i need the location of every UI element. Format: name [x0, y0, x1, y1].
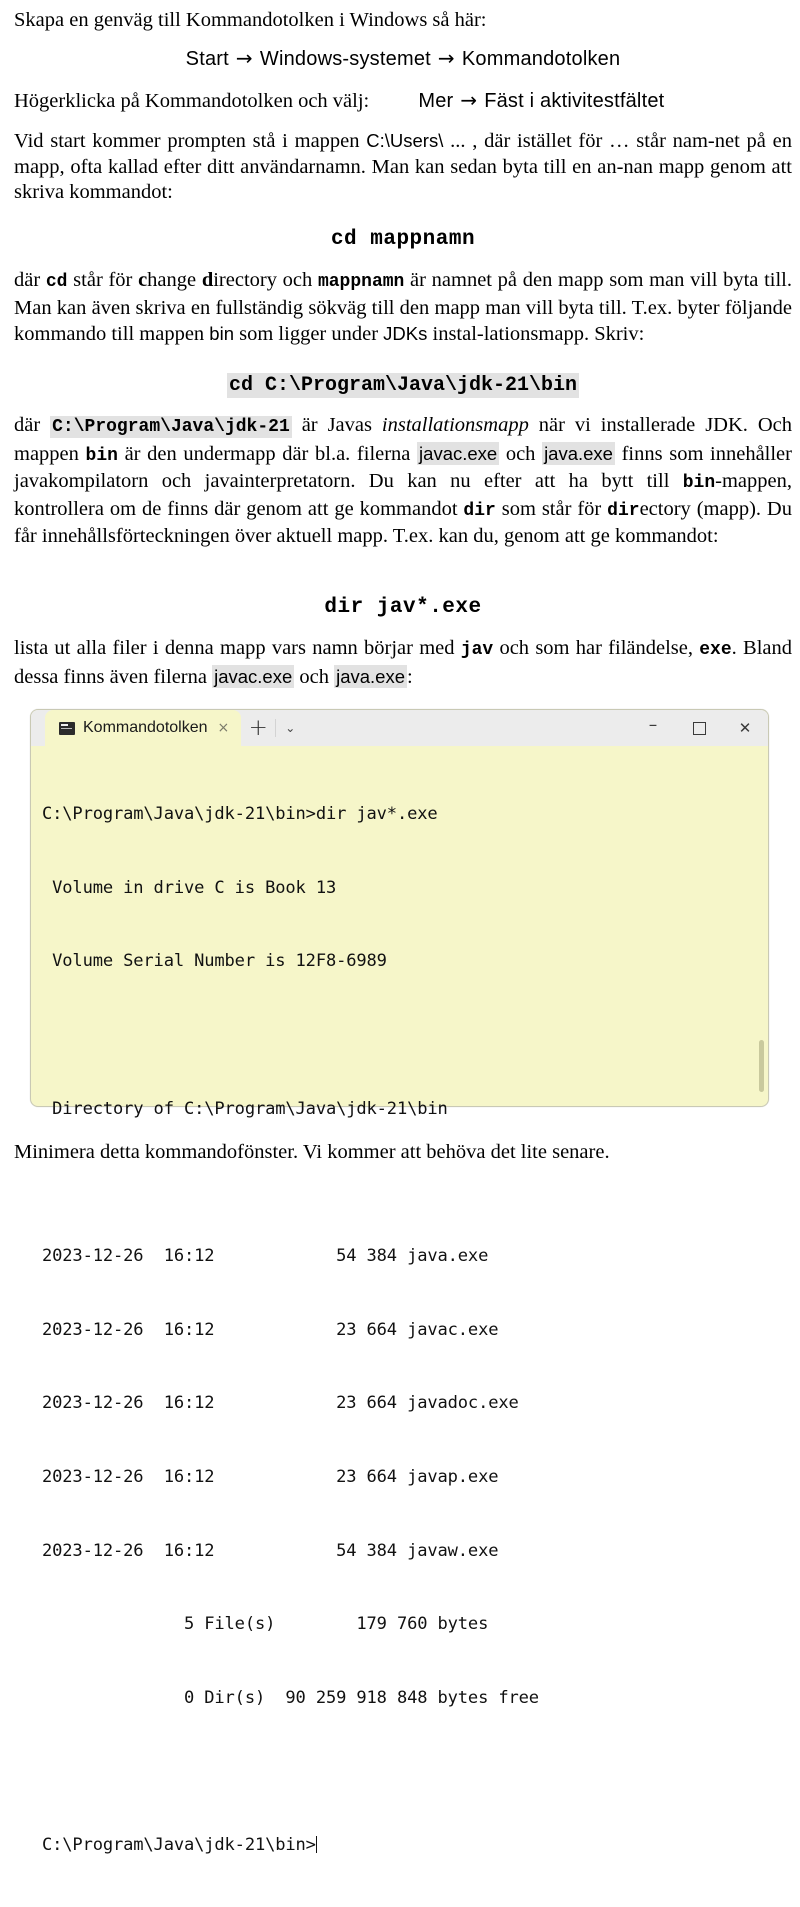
nav2-step2: Fäst i aktivitestfältet — [484, 90, 665, 112]
pcd-1: där — [14, 269, 46, 291]
pcd-7: instal-lationsmapp. Skriv: — [427, 323, 645, 345]
nav1-step1: Start — [185, 48, 229, 70]
command-dir — [14, 596, 792, 619]
nav1-step3: Kommandotolken — [461, 48, 621, 70]
terminal-scrollbar-track[interactable] — [759, 750, 764, 1100]
paragraph-list-files — [14, 636, 792, 690]
pjdk-5: och — [499, 442, 543, 465]
window-controls — [630, 710, 768, 746]
pcd-2: står för — [67, 269, 139, 291]
letter-c: c — [138, 269, 148, 291]
terminal-titlebar[interactable] — [31, 710, 768, 746]
pjdk-9: ectory (mapp). Du får innehållsförteckningen över aktuell mapp. T.ex. kan du, genom att ge kommandot: — [14, 497, 792, 547]
pcd-4: irectory och — [213, 269, 318, 291]
terminal-line — [42, 1023, 768, 1048]
pjdk-1: där — [14, 414, 51, 436]
command-cd — [14, 228, 792, 251]
terminal-line: 2023-12-26 16:12 23 664 javac.exe — [42, 1319, 499, 1340]
code-mappnamn: mappnamn — [317, 272, 405, 292]
closing-line — [14, 1140, 792, 1166]
terminal-output[interactable] — [31, 746, 768, 1907]
close-window-button[interactable]: ✕ — [738, 719, 752, 737]
nav1-step2: Windows-systemet — [259, 48, 431, 70]
arrow-icon: → — [437, 46, 455, 70]
pjdk-2: är Javas — [291, 414, 382, 436]
file-javac-exe: javac.exe — [419, 442, 498, 464]
code-cd: cd — [45, 272, 68, 292]
intro-line — [14, 8, 792, 34]
pend-1: lista ut alla filer i denna mapp vars namn börjar med — [14, 637, 461, 659]
terminal-line: 2023-12-26 16:12 23 664 javap.exe — [42, 1466, 499, 1487]
paragraph-jdk-explain — [14, 413, 792, 550]
terminal-line: 2023-12-26 16:12 23 664 javadoc.exe — [42, 1393, 519, 1414]
code-bin: bin — [209, 323, 234, 344]
pend-4: och — [294, 665, 335, 688]
pjdk-8: som står för — [495, 497, 608, 520]
code-jdks: JDKs — [383, 323, 428, 344]
maximize-button[interactable] — [676, 710, 722, 746]
file-javac-exe-2: javac.exe — [214, 665, 293, 687]
nav-path-1 — [14, 46, 792, 71]
para-start-b: ... , där istället för … står nam-net på en mapp, ofta kallad efter ditt användarnamn. Man kan sedan byta till en an-nan mapp genom att skriva kommandot: — [14, 130, 792, 203]
tab-title: Kommandotolken — [83, 719, 208, 736]
text-cursor — [316, 1836, 318, 1853]
nav2-lead: Högerklicka på Kommandotolken och välj: — [14, 90, 370, 112]
code-exe: exe — [699, 640, 732, 660]
pjdk-7: -mappen, kontrollera om de finns där genom att ge kommandot — [14, 470, 792, 520]
code-bin-3: bin — [682, 473, 716, 493]
path-jdk: C:\Program\Java\jdk-21 — [52, 417, 290, 437]
terminal-line: 0 Dir(s) 90 259 918 848 bytes free — [42, 1687, 539, 1708]
terminal-line: Directory of C:\Program\Java\jdk-21\bin — [42, 1098, 448, 1119]
command-cd-full — [14, 374, 792, 397]
code-jav: jav — [460, 640, 494, 660]
letter-d: d — [201, 269, 214, 291]
intro-text: Skapa en genväg till Kommandotolken i Windows så här: — [14, 9, 487, 31]
pend-3: . Bland dessa finns även filerna — [14, 637, 793, 688]
pjdk-4: är den undermapp där bl.a. filerna — [117, 442, 418, 465]
para-start-a: Vid start kommer prompten stå i mappen — [14, 130, 367, 152]
word-installationsmapp: installationsmapp — [381, 414, 529, 436]
terminal-scrollbar-thumb[interactable] — [759, 1040, 764, 1092]
command-dir-text: dir jav*.exe — [324, 596, 482, 619]
paragraph-cd-explain — [14, 268, 792, 348]
nav-path-2 — [14, 88, 792, 115]
terminal-line: 2023-12-26 16:12 54 384 javaw.exe — [42, 1540, 499, 1561]
terminal-prompt: C:\Program\Java\jdk-21\bin> — [42, 1835, 316, 1856]
terminal-line: Volume Serial Number is 12F8-6989 — [42, 951, 387, 972]
terminal-tab[interactable] — [45, 710, 241, 746]
command-cd-full-text: cd C:\Program\Java\jdk-21\bin — [228, 374, 578, 397]
minimize-button[interactable]: – — [648, 715, 658, 735]
path-users: C:\Users\ — [366, 130, 444, 151]
code-dir: dir — [463, 500, 496, 521]
console-icon — [59, 722, 75, 735]
terminal-prompt-line — [42, 1833, 768, 1858]
code-bin-2: bin — [85, 445, 118, 466]
arrow-icon: → — [460, 88, 478, 112]
pjdk-3: när vi installerade JDK. Och mappen — [14, 414, 792, 465]
pjdk-6: finns som innehåller javakompilatorn och javainterpretatorn. Du kan nu efter att ha bytt till — [14, 442, 792, 492]
command-cd-text: cd mappnamn — [330, 228, 476, 251]
terminal-line: C:\Program\Java\jdk-21\bin>dir jav*.exe — [42, 804, 438, 825]
arrow-icon: → — [235, 46, 253, 70]
closing-text: Minimera detta kommandofönster. Vi kommer att behöva det lite senare. — [14, 1141, 610, 1163]
terminal-line: 2023-12-26 16:12 54 384 java.exe — [42, 1245, 489, 1266]
paragraph-start — [14, 128, 792, 206]
terminal-line: 5 File(s) 179 760 bytes — [42, 1614, 489, 1635]
pend-5: : — [407, 665, 413, 688]
terminal-line — [42, 1759, 768, 1784]
file-java-exe: java.exe — [544, 442, 613, 464]
file-java-exe-2: java.exe — [336, 665, 406, 687]
pcd-6: som ligger under — [234, 323, 384, 345]
nav2-step1: Mer — [418, 90, 454, 112]
pend-2: och som har filändelse, — [493, 637, 700, 659]
pcd-3: hange — [147, 269, 202, 291]
pcd-5: är namnet på den mapp som man vill byta till. Man kan även skriva en fullständig sökväg till den mapp man vill byta till. T.ex. byter följande kommando till mappen — [14, 269, 792, 345]
code-dir-2: dir — [607, 500, 640, 521]
chevron-down-icon[interactable]: ⌄ — [285, 721, 296, 735]
close-tab-icon[interactable]: × — [217, 720, 230, 736]
maximize-icon — [693, 722, 706, 735]
new-tab-button[interactable]: + — [248, 715, 268, 741]
terminal-line — [42, 1170, 768, 1195]
terminal-line: Volume in drive C is Book 13 — [42, 877, 337, 898]
